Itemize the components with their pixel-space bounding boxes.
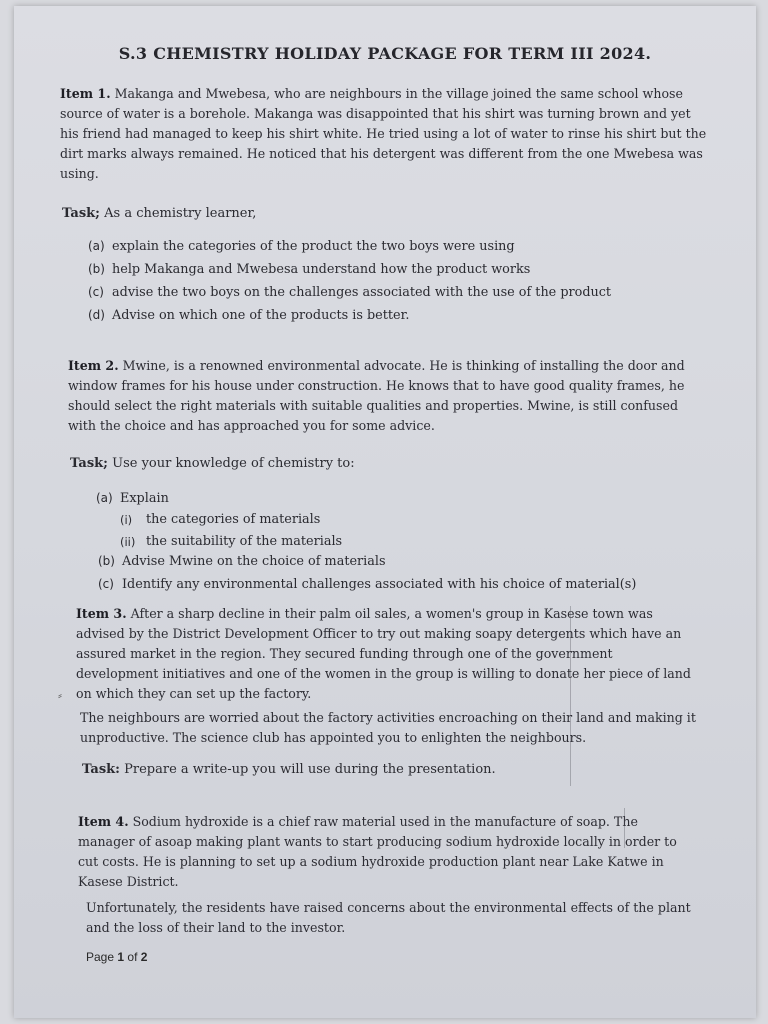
item-4-label: Item 4.: [78, 814, 129, 829]
item-2-parts-bc: [98, 550, 636, 596]
item-2-label: Item 2.: [68, 358, 119, 373]
item-4-paragraph-2: Unfortunately, the residents have raised concerns about the environmental effects of the plant and the loss of their land to the investor.: [86, 900, 691, 935]
item-1-text: Makanga and Mwebesa, who are neighbours in the village joined the same school whose source of water is a borehole. Makanga was disappointed that his shirt was turning brown and yet his friend had managed to keep his shirt white. He tried using a lot of water to rinse his shirt but the dirt marks always remained. He noticed that his detergent was different from the one Mwebesa was using.: [60, 86, 707, 181]
item-3-task-text: Prepare a write-up you will use during the presentation.: [124, 762, 496, 777]
item-1-task-text: As a chemistry learner,: [104, 206, 257, 221]
page-word: Page: [86, 950, 115, 964]
item-2-text: Mwine, is a renowned environmental advocate. He is thinking of installing the door and window frames for his house under construction. He knows that to have good quality frames, he should select the right materials with suitable qualities and properties. Mwine, is still confused with the choice and has approached you for some advice.: [68, 358, 685, 433]
item-3-paragraph: [76, 604, 696, 704]
item-1-task-label: Task;: [62, 206, 100, 221]
margin-mark: ⸗: [58, 688, 62, 702]
item-1-task-list: [88, 235, 611, 327]
list-item: (i) the categories of materials: [120, 512, 321, 527]
page-number: [86, 950, 147, 964]
item-3-task-label: Task:: [82, 762, 120, 777]
page-title: S.3 CHEMISTRY HOLIDAY PACKAGE FOR TERM III 2024.: [118, 44, 652, 63]
item-3-paragraph-2: The neighbours are worried about the factory activities encroaching on their land and making it unproductive. The science club has appointed you to enlighten the neighbours.: [80, 710, 696, 745]
item-2-part-a: [96, 487, 169, 510]
item-2-task-label: Task;: [70, 456, 108, 471]
fold-line: [570, 606, 571, 786]
item-2-sub-list: [120, 509, 342, 553]
document-page: [14, 6, 756, 1018]
list-item: (a) explain the categories of the product the two boys were using: [88, 239, 515, 254]
item-3-text: After a sharp decline in their palm oil sales, a women's group in Kasese town was advised by the District Development Officer to try out making soapy detergents which have an assured market in the region. They secured funding through one of the government development initiatives and one of the women in the group is willing to donate her piece of land on which they can set up the factory.: [76, 606, 691, 701]
item-1-label: Item 1.: [60, 86, 111, 101]
page-num: 1: [117, 950, 125, 964]
list-item: (b) help Makanga and Mwebesa understand how the product works: [88, 262, 531, 277]
item-2-task-text: Use your knowledge of chemistry to:: [112, 456, 355, 471]
list-item: (d) Advise on which one of the products is better.: [88, 308, 410, 323]
of-word: of: [127, 950, 138, 964]
item-4-text: Sodium hydroxide is a chief raw material used in the manufacture of soap. The manager of asoap making plant wants to start producing sodium hydroxide locally in order to cut costs. He is planning to set up a sodium hydroxide production plant near Lake Katwe in Kasese District.: [78, 814, 677, 889]
item-2-paragraph: [68, 356, 698, 436]
item-1-task: [62, 206, 256, 221]
item-4-paragraph: [78, 812, 684, 892]
item-1-paragraph: [60, 84, 710, 184]
list-item: (ii) the suitability of the materials: [120, 534, 343, 549]
fold-line: [624, 808, 625, 848]
list-item: (a) Explain: [96, 491, 169, 506]
item-3-label: Item 3.: [76, 606, 127, 621]
item-2-task: [70, 456, 355, 471]
item-3-task: [82, 762, 496, 777]
list-item: (c) advise the two boys on the challenges associated with the use of the product: [88, 285, 612, 300]
list-item: (b) Advise Mwine on the choice of materials: [98, 554, 386, 569]
list-item: (c) Identify any environmental challenges associated with his choice of material(s): [98, 577, 637, 592]
page-total: 2: [140, 950, 148, 964]
